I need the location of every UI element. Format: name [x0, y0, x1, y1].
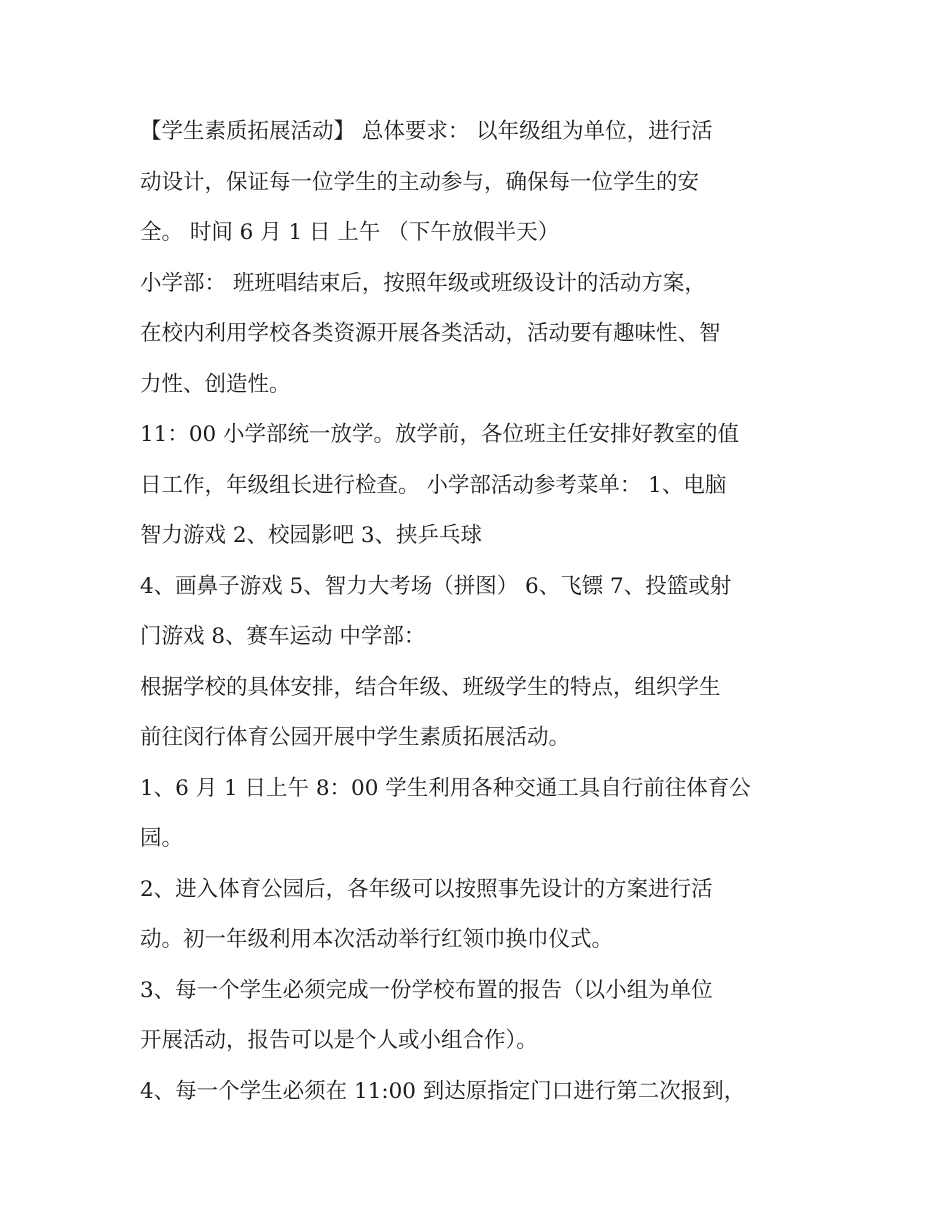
text-line: 动。初一年级利用本次活动举行红领巾换巾仪式。	[140, 927, 614, 952]
text-line: 开展活动，报告可以是个人或小组合作）。	[140, 1028, 538, 1053]
paragraph-middle-school	[140, 663, 820, 764]
paragraph-item-1	[140, 764, 820, 865]
text-line: 1、6 月 1 日上午 8：00 学生利用各种交通工具自行前往体育公	[140, 775, 751, 801]
text-line: 3、每一个学生必须完成一份学校布置的报告（以小组为单位	[140, 977, 713, 1003]
paragraph-activity-menu-continued	[140, 562, 820, 663]
text-line: 在校内利用学校各类资源开展各类活动，活动要有趣味性、智	[140, 321, 721, 346]
text-line: 11：00 小学部统一放学。放学前，各位班主任安排好教室的值	[140, 422, 740, 447]
text-line: 全。 时间 6 月 1 日 上午 （下午放假半天）	[140, 220, 560, 245]
text-line: 智力游戏 2、校园影吧 3、挟乒乓球	[140, 523, 483, 548]
paragraph-dismissal-and-menu	[140, 410, 820, 562]
text-line: 园。	[140, 826, 184, 851]
text-line: 2、进入体育公园后，各年级可以按照事先设计的方案进行活	[140, 876, 713, 902]
text-line: 门游戏 8、赛车运动 中学部：	[140, 624, 426, 649]
text-line: 日工作，年级组长进行检查。 小学部活动参考菜单： 1、电脑	[140, 472, 727, 498]
text-line: 力性、创造性。	[140, 371, 291, 397]
paragraph-item-4	[140, 1067, 820, 1118]
paragraph-item-3	[140, 966, 820, 1067]
document-body	[140, 107, 820, 1117]
text-line: 根据学校的具体安排，结合年级、班级学生的特点，组织学生	[140, 674, 721, 700]
paragraph-primary-school	[140, 259, 820, 411]
text-line: 4、画鼻子游戏 5、智力大考场（拼图） 6、飞镖 7、投篮或射	[140, 573, 732, 599]
text-line: 前往闵行体育公园开展中学生素质拓展活动。	[140, 725, 571, 750]
paragraph-item-2	[140, 865, 820, 966]
text-line: 小学部： 班班唱结束后，按照年级或班级设计的活动方案，	[140, 270, 706, 296]
text-line: 【学生素质拓展活动】 总体要求： 以年级组为单位，进行活	[140, 119, 713, 144]
text-line: 4、每一个学生必须在 11:00 到达原指定门口进行第二次报到，	[140, 1078, 746, 1104]
paragraph-overall-requirements	[140, 107, 820, 259]
text-line: 动设计，保证每一位学生的主动参与，确保每一位学生的安	[140, 169, 700, 195]
